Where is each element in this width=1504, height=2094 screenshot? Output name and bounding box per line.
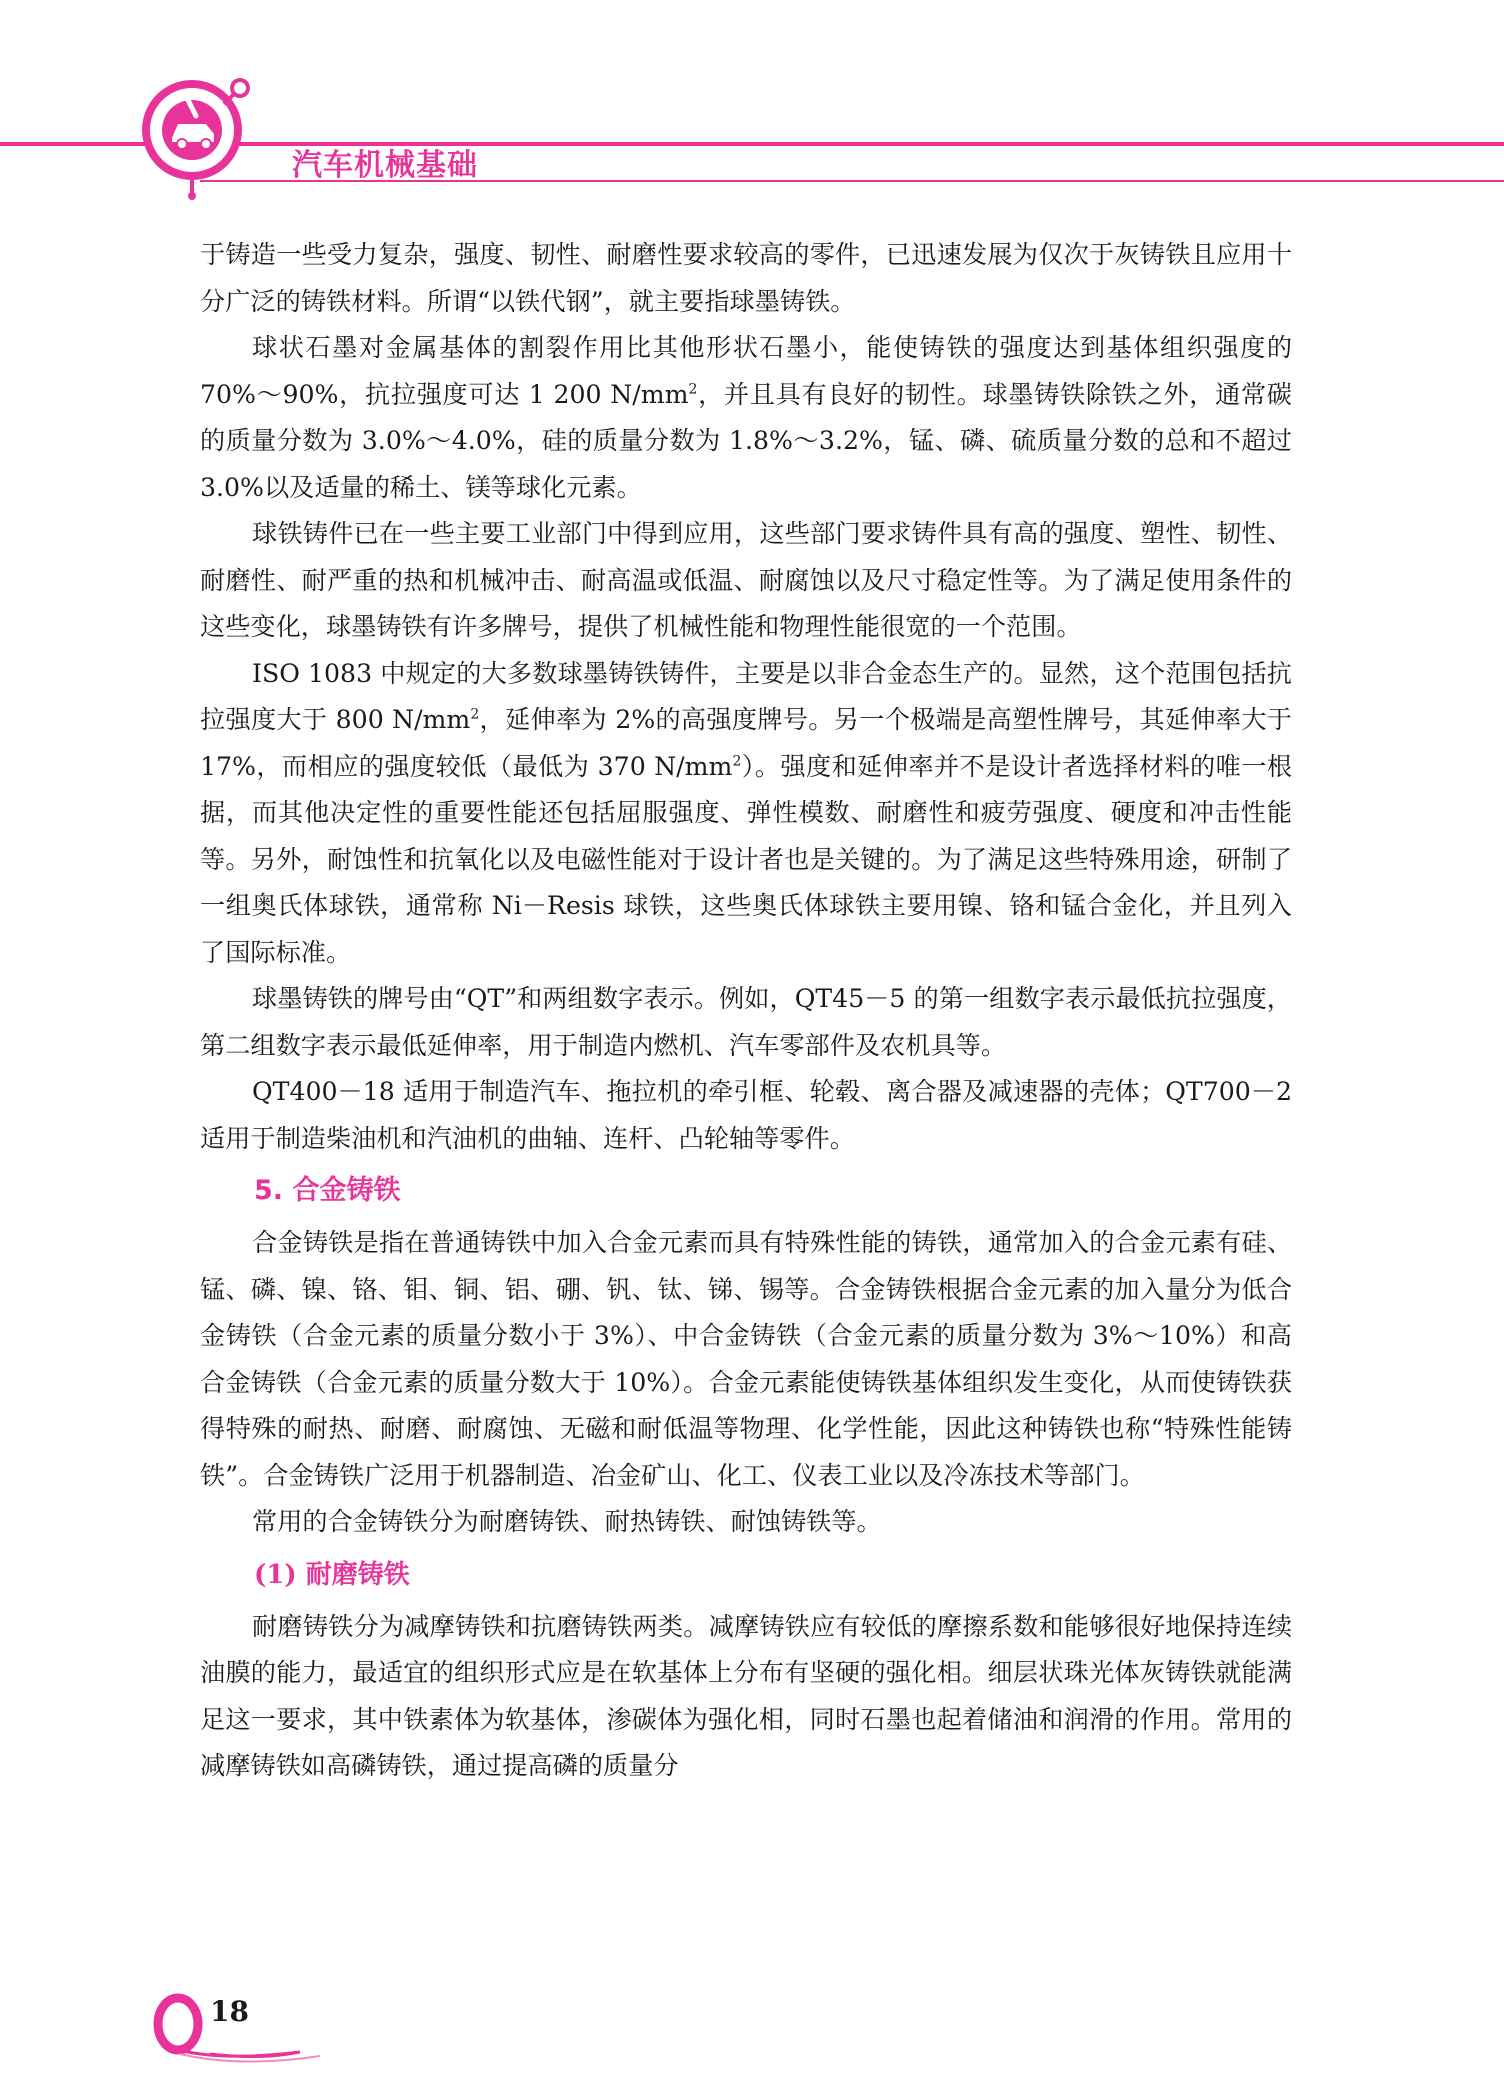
subsection-heading: (1) 耐磨铸铁 (254, 1559, 410, 1590)
car-wrench-icon (128, 60, 268, 200)
page-number: 18 (210, 1995, 249, 2028)
swirl-icon (150, 1990, 350, 2070)
paragraph: 球墨铸铁的牌号由“QT”和两组数字表示。例如，QT45－5 的第一组数字表示最低抗拉强度，第二组数字表示最低延伸率，用于制造内燃机、汽车零部件及农机具等。 (200, 984, 1292, 1060)
paragraph: 球铁铸件已在一些主要工业部门中得到应用，这些部门要求铸件具有高的强度、塑性、韧性、耐磨性、耐严重的热和机械冲击、耐高温或低温、耐腐蚀以及尺寸稳定性等。为了满足使用条件的这些变化，球墨铸铁有许多牌号，提供了机械性能和物理性能很宽的一个范围。 (200, 519, 1292, 641)
section-heading: 5. 合金铸铁 (254, 1175, 401, 1206)
page-body (200, 232, 1292, 1790)
paragraph: 合金铸铁是指在普通铸铁中加入合金元素而具有特殊性能的铸铁，通常加入的合金元素有硅、锰、磷、镍、铬、钼、铜、铝、硼、钒、钛、锑、锡等。合金铸铁根据合金元素的加入量分为低合金铸铁（合金元素的质量分数小于 3%）、中合金铸铁（合金元素的质量分数为 3%～10%）和高合金铸铁（合金元素的质量分数大于 10%）。合金元素能使铸铁基体组织发生变化，从而使铸铁获得特殊的耐热、耐磨、耐腐蚀、无磁和耐低温等物理、化学性能，因此这种铸铁也称“特殊性能铸铁”。合金铸铁广泛用于机器制造、冶金矿山、化工、仪表工业以及冷冻技术等部门。 (200, 1228, 1292, 1490)
paragraph: 于铸造一些受力复杂，强度、韧性、耐磨性要求较高的零件，已迅速发展为仅次于灰铸铁且应用十分广泛的铸铁材料。所谓“以铁代钢”，就主要指球墨铸铁。 (200, 240, 1292, 316)
paragraph: 常用的合金铸铁分为耐磨铸铁、耐热铸铁、耐蚀铸铁等。 (252, 1507, 882, 1536)
paragraph: ISO 1083 中规定的大多数球墨铸铁铸件，主要是以非合金态生产的。显然，这个范围包括抗拉强度大于 800 $N/mm^2$，延伸率为 2%的高强度牌号。另一个极端是高塑性牌号，其延伸率大于 17%，而相应的强度较低（最低为 370 $N/mm^2$）。强度和延伸率并不是设计者选择材料的唯一根据，而其他决定性的重要性能还包括屈服强度、弹性模数、耐磨性和疲劳强度、硬度和冲击性能等。另外，耐蚀性和抗氧化以及电磁性能对于设计者也是关键的。为了满足这些特殊用途，研制了一组奥氏体球铁，通常称 Ni－Resis 球铁，这些奥氏体球铁主要用镍、铬和锰合金化，并且列入了国际标准。 (200, 658, 1292, 967)
book-title: 汽车机械基础 (292, 148, 478, 183)
paragraph: 球状石墨对金属基体的割裂作用比其他形状石墨小，能使铸铁的强度达到基体组织强度的 70%～90%，抗拉强度可达 1 200 $N/mm^2$，并且具有良好的韧性。球墨铸铁除铁之外，通常碳的质量分数为 3.0%～4.0%，硅的质量分数为 1.8%～3.2%，锰、磷、硫质量分数的总和不超过 3.0%以及适量的稀土、镁等球化元素。 (200, 333, 1292, 502)
paragraph: QT400－18 适用于制造汽车、拖拉机的牵引框、轮毂、离合器及减速器的壳体；QT700－2 适用于制造柴油机和汽油机的曲轴、连杆、凸轮轴等零件。 (200, 1077, 1292, 1153)
paragraph: 耐磨铸铁分为减摩铸铁和抗磨铸铁两类。减摩铸铁应有较低的摩擦系数和能够很好地保持连续油膜的能力，最适宜的组织形式应是在软基体上分布有坚硬的强化相。细层状珠光体灰铸铁就能满足这一要求，其中铁素体为软基体，渗碳体为强化相，同时石墨也起着储油和润滑的作用。常用的减摩铸铁如高磷铸铁，通过提高磷的质量分 (200, 1611, 1292, 1780)
page-header (0, 0, 1504, 220)
